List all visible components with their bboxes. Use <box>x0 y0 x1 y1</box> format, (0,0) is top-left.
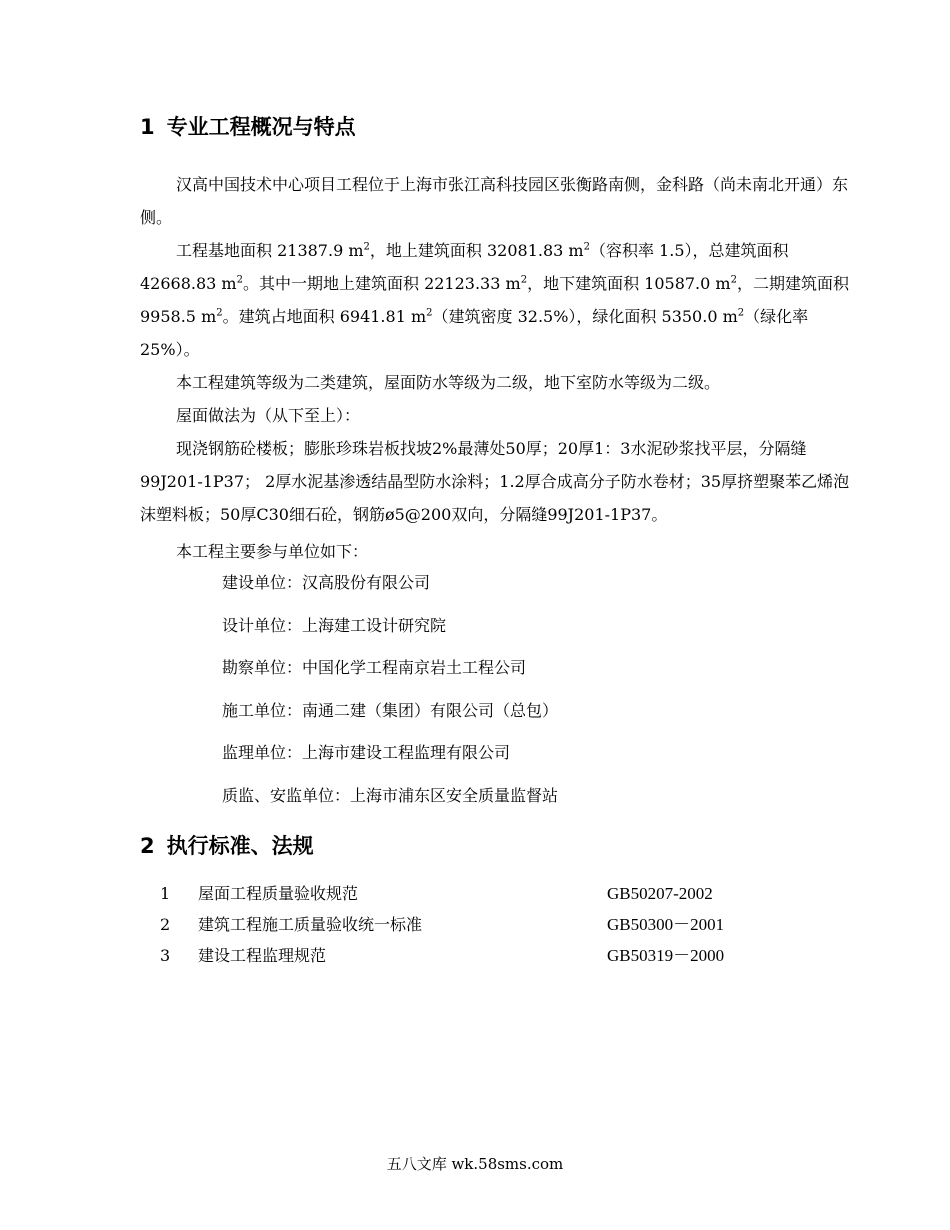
superscript: 2 <box>216 307 223 319</box>
superscript: 2 <box>426 307 433 319</box>
project-area-paragraph <box>140 234 854 366</box>
standard-code: GB50300－2001 <box>607 915 725 934</box>
roof-method-paragraph: 现浇钢筋砼楼板；膨胀珍珠岩板找坡2%最薄处50厚；20厚1：3水泥砂浆找平层，分隔缝99J201-1P37； 2厚水泥基渗透结晶型防水涂料；1.2厚合成高分子防水卷材；35厚挤塑聚苯乙烯泡沫塑料板；50厚C30细石砼，钢筋ø5@200双向，分隔缝99J201-1P37。 <box>140 439 850 524</box>
unit-design: 设计单位：上海建工设计研究院 <box>222 616 447 635</box>
standard-name: 屋面工程质量验收规范 <box>198 884 359 903</box>
project-location-paragraph: 汉高中国技术中心项目工程位于上海市张江高科技园区张衡路南侧，金科路（尚未南北开通）东侧。 <box>140 175 849 227</box>
superscript: 2 <box>363 241 370 253</box>
standard-code: GB50207-2002 <box>607 884 713 903</box>
section-number: 2 <box>140 834 155 858</box>
page-footer: 五八文库 wk.58sms.com <box>386 1155 564 1173</box>
area-text: 工程基地面积 21387.9 m <box>176 241 364 260</box>
superscript: 2 <box>583 241 590 253</box>
standard-name: 建筑工程施工质量验收统一标准 <box>198 915 423 934</box>
unit-construction: 建设单位：汉高股份有限公司 <box>222 573 431 592</box>
standard-number: 2 <box>160 915 171 934</box>
area-text: 。建筑占地面积 6941.81 m <box>222 307 427 326</box>
superscript: 2 <box>737 307 745 319</box>
area-text: （容积率 1.5），总建筑面积 42668.83 m <box>140 241 789 293</box>
area-text: ，地上建筑面积 32081.83 m <box>369 241 584 260</box>
roof-method-intro: 屋面做法为（从下至上）： <box>176 406 361 425</box>
area-text: （绿化率 25%）。 <box>140 307 809 359</box>
participants-intro: 本工程主要参与单位如下： <box>176 542 369 561</box>
section-number: 1 <box>140 115 155 139</box>
unit-survey: 勘察单位：中国化学工程南京岩土工程公司 <box>222 658 527 677</box>
unit-contractor: 施工单位：南通二建（集团）有限公司（总包） <box>222 701 559 720</box>
unit-supervision: 监理单位：上海市建设工程监理有限公司 <box>222 743 511 762</box>
section-title: 执行标准、法规 <box>166 834 314 858</box>
area-text: 。其中一期地上建筑面积 22123.33 m <box>242 274 521 293</box>
area-text: ，二期建筑面积 9958.5 m <box>140 274 849 326</box>
standard-number: 1 <box>160 884 171 903</box>
standard-row <box>0 913 950 937</box>
standard-name: 建设工程监理规范 <box>198 946 327 965</box>
standard-code: GB50319－2000 <box>607 946 725 965</box>
area-text: （建筑密度 32.5%），绿化面积 5350.0 m <box>432 307 738 326</box>
section-title: 专业工程概况与特点 <box>166 115 356 139</box>
unit-quality-safety: 质监、安监单位：上海市浦东区安全质量监督站 <box>222 786 559 805</box>
building-grade-paragraph: 本工程建筑等级为二类建筑，屋面防水等级为二级，地下室防水等级为二级。 <box>176 373 721 392</box>
standard-row <box>0 882 950 906</box>
standard-number: 3 <box>160 946 171 965</box>
section-heading-2 <box>140 832 314 860</box>
area-text: ，地下建筑面积 10587.0 m <box>527 274 731 293</box>
section-heading-1 <box>140 113 356 141</box>
superscript: 2 <box>520 274 528 286</box>
standard-row <box>0 944 950 968</box>
superscript: 2 <box>236 274 243 286</box>
superscript: 2 <box>730 274 737 286</box>
